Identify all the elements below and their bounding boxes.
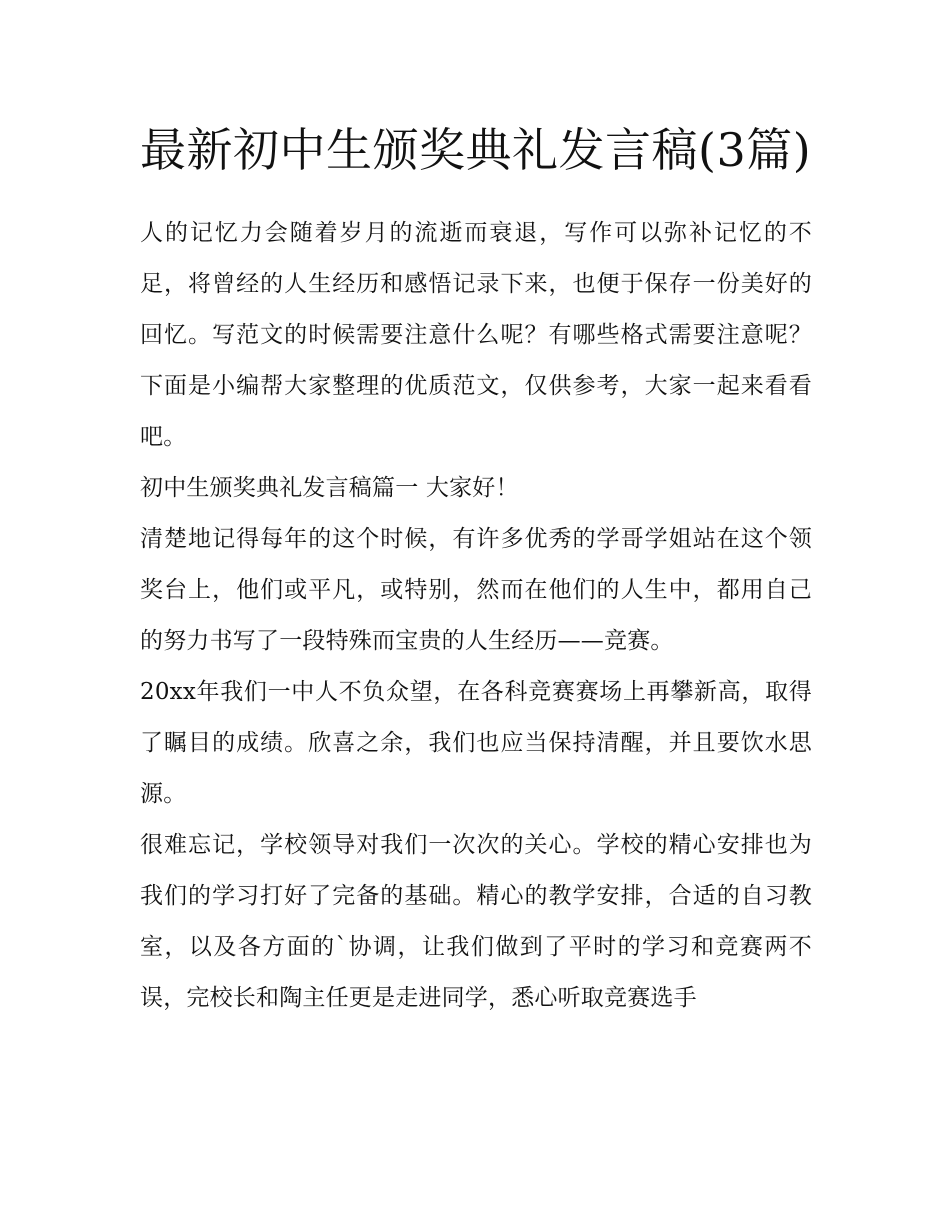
body-paragraph: 很难忘记，学校领导对我们一次次的关心。学校的精心安排也为我们的学习打好了完备的基础。精心的教学安排，合适的自习教室，以及各方面的`协调，让我们做到了平时的学习和竞赛两不误，完校长和陶主任更是走进同学，悉心听取竞赛选手 bbox=[140, 832, 812, 1011]
document-body bbox=[140, 112, 812, 1024]
body-paragraph: 清楚地记得每年的这个时候，有许多优秀的学哥学姐站在这个领奖台上，他们或平凡，或特别，然而在他们的人生中，都用自己的努力书写了一段特殊而宝贵的人生经历——竞赛。 bbox=[140, 526, 812, 654]
body-paragraph: 20xx年我们一中人不负众望，在各科竞赛赛场上再攀新高，取得了瞩目的成绩。欣喜之余，我们也应当保持清醒，并且要饮水思源。 bbox=[140, 679, 812, 807]
section-heading-paragraph: 初中生颁奖典礼发言稿篇一 大家好！ bbox=[140, 475, 519, 501]
document-title: 最新初中生颁奖典礼发言稿(3篇) bbox=[140, 123, 812, 177]
intro-paragraph: 人的记忆力会随着岁月的流逝而衰退，写作可以弥补记忆的不足，将曾经的人生经历和感悟记录下来，也便于保存一份美好的回忆。写范文的时候需要注意什么呢？有哪些格式需要注意呢？下面是小编帮大家整理的优质范文，仅供参考，大家一起来看看吧。 bbox=[140, 220, 812, 450]
